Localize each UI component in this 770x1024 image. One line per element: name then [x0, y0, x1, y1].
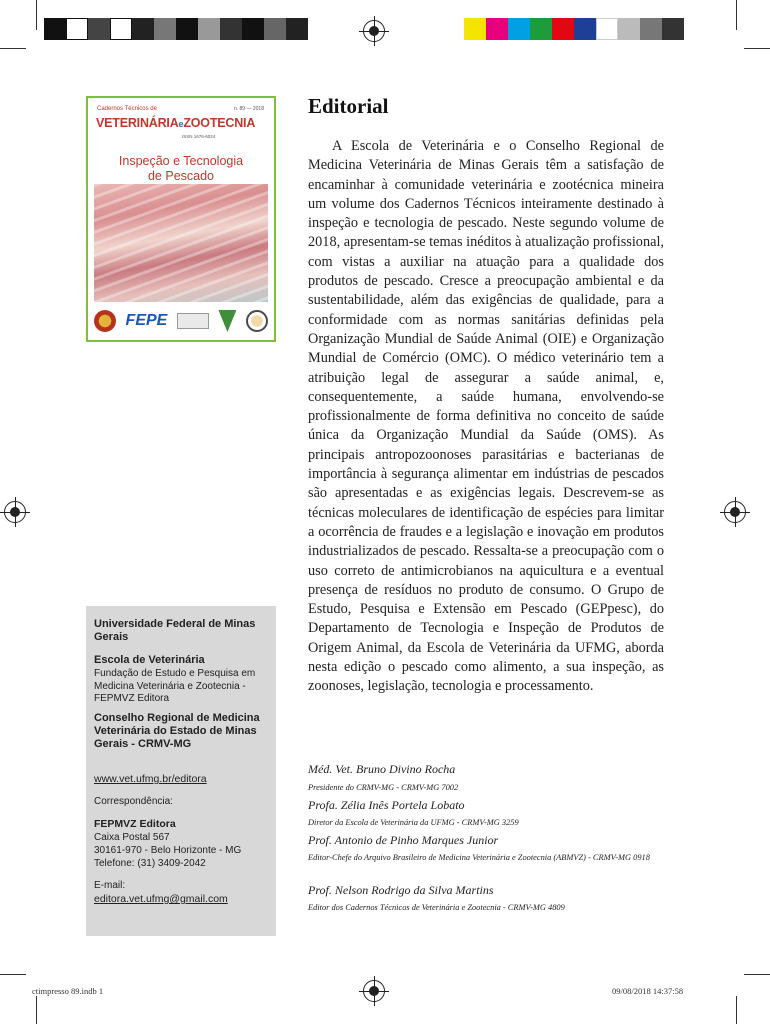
cover-brand-second: ZOOTECNIA: [183, 116, 256, 130]
foundation-name: Fundação de Estudo e Pesquisa em Medicina Veterinária e Zootecnia - FEPMVZ Editora: [94, 668, 256, 704]
footer-timestamp: 09/08/2018 14:37:58: [612, 986, 684, 996]
cover-thumbnail: [86, 96, 276, 342]
registration-bar-gray: [44, 18, 308, 40]
signature-role: Editor-Chefe do Arquivo Brasileiro de Medicina Veterinária e Zootecnia (ABMVZ) - CRMV-MG 0918: [308, 853, 650, 862]
cover-logo-strip: [94, 308, 268, 334]
publisher-info-box: [86, 606, 276, 936]
council-shield-icon: [218, 310, 236, 332]
cover-fish-photo: [94, 184, 268, 302]
council-seal-icon: [246, 310, 268, 332]
editorial-body: [308, 137, 664, 697]
po-box: Caixa Postal 567: [94, 832, 170, 843]
cover-title-line2: de Pescado: [147, 169, 215, 183]
cover-volume-label: n. 89 — 2018: [233, 106, 264, 112]
signature-role: Presidente do CRMV-MG - CRMV-MG 7002: [308, 783, 459, 792]
registration-target-icon: [363, 980, 385, 1002]
university-seal-icon: [94, 310, 116, 332]
publisher-name: FEPMVZ Editora: [94, 818, 176, 830]
editorial-paragraph: A Escola de Veterinária e o Conselho Regional de Medicina Veterinária de Minas Gerais têm a satisfação de encaminhar à comunidade veterinária e zootécnica mineira um volume dos Cadernos Técnicos inteiramente destinado à inspeção e tecnologia de pescado. Neste segundo volume de 2018, apresentam-se temas inéditos à atualização profissional, com vistas a auxiliar na atuação para a qualidade dos produtos de pescado. Cresce a preocupação ambiental e da sustentabilidade, além das exigências de qualidade, para a conformidade com as normas sanitárias definidas pela Organização Mundial de Saúde Animal (OIE) e Organização Mundial de Comércio (OMC). O médico veterinário tem a atribuição legal de assegurar a saúde animal, e, consequentemente, a saúde humana, envolvendo-se profissionalmente de forma definitiva no conceito de saúde única da Organização Mundial da Saúde (OMS). As principais antropozoonoses parasitárias e bacterianas de importância à segurança alimentar em indústrias de pescados são apresentadas e as exigências legais. Descrevem-se as técnicas moleculares de identificação de espécies para limitar a ocorrência de fraudes e a legislação e inovação em produtos industrializados de pescado. Ressalta-se a preocupação com o uso correto de antimicrobianos na aquicultura e a eventual presença de resíduos no produto de consumo. O Grupo de Estudo, Pesquisa e Extensão em Pescado (GEPpesc), do Departamento de Tecnologia e Inspeção de Produtos de Origem Animal, da Escola de Veterinária da UFMG, aborda nesta edição o pescado como alimento, a sua inspeção, as zoonoses, legislação, tecnologia e processamento.: [308, 138, 664, 695]
signature-name: Profa. Zélia Inês Portela Lobato: [308, 798, 465, 812]
postal-address: 30161-970 - Belo Horizonte - MG: [94, 845, 242, 856]
phone-number: Telefone: (31) 3409-2042: [94, 858, 206, 869]
registration-target-icon: [724, 501, 746, 523]
editorial-title: Editorial: [308, 94, 389, 118]
cover-brand-e: e: [178, 119, 184, 129]
school-logo-icon: [177, 313, 209, 329]
crop-mark: [744, 974, 770, 975]
fepe-logo: FEPE: [125, 312, 168, 329]
signature-name: Prof. Antonio de Pinho Marques Junior: [308, 833, 499, 847]
cover-title-line1: Inspeção e Tecnologia: [118, 154, 244, 168]
registration-target-icon: [4, 501, 26, 523]
crop-mark: [36, 996, 37, 1024]
school-name: Escola de Veterinária: [94, 654, 205, 666]
signature-role: Editor dos Cadernos Técnicos de Veterinária e Zootecnia - CRMV-MG 4809: [308, 903, 565, 912]
cover-series-label: Cadernos Técnicos de: [97, 106, 157, 112]
footer-file-label: ctimpresso 89.indb 1: [32, 986, 104, 996]
cover-issn: ISSN 1676-6024: [182, 134, 216, 139]
crop-mark: [0, 974, 26, 975]
email-link[interactable]: editora.vet.ufmg@gmail.com: [94, 893, 228, 905]
council-name: Conselho Regional de Medicina Veterinária do Estado de Minas Gerais - CRMV-MG: [94, 712, 260, 750]
registration-bar-color: [464, 18, 684, 40]
email-label: E-mail:: [94, 880, 126, 891]
crop-mark: [0, 48, 26, 49]
registration-target-icon: [363, 20, 385, 42]
signature-name: Prof. Nelson Rodrigo da Silva Martins: [308, 883, 494, 897]
signature-role: Diretor da Escola de Veterinária da UFMG - CRMV-MG 3259: [308, 818, 519, 827]
correspondence-label: Correspondência:: [94, 796, 173, 807]
crop-mark: [736, 996, 737, 1024]
signature-name: Méd. Vet. Bruno Divino Rocha: [308, 762, 456, 776]
cover-brand-main: VETERINÁRIA: [96, 116, 179, 130]
website-link[interactable]: www.vet.ufmg.br/editora: [94, 773, 207, 785]
crop-mark: [744, 48, 770, 49]
cover-brand: [96, 116, 255, 130]
university-name: Universidade Federal de Minas Gerais: [94, 618, 256, 643]
crop-mark: [36, 0, 37, 30]
crop-mark: [736, 0, 737, 30]
